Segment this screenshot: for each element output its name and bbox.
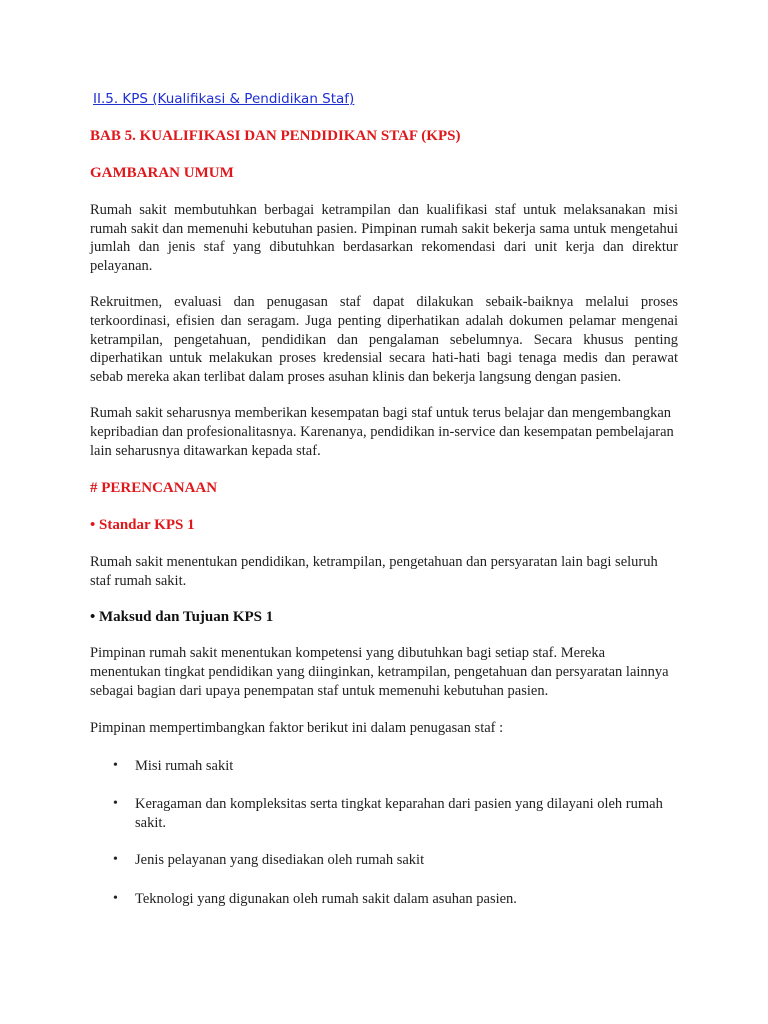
factors-intro: Pimpinan mempertimbangkan faktor berikut ini dalam penugasan staf :	[90, 720, 504, 737]
purpose-heading: • Maksud dan Tujuan KPS 1	[90, 609, 274, 626]
list-item	[90, 851, 678, 870]
bullet-icon: •	[113, 891, 118, 907]
standard-text: Rumah sakit menentukan pendidikan, ketrampilan, pengetahuan dan persyaratan lain bagi seluruh staf rumah sakit.	[90, 554, 658, 589]
toc-link[interactable]: II.5. KPS (Kualifikasi & Pendidikan Staf)	[93, 91, 355, 107]
factors-list	[90, 757, 678, 909]
list-item-text: Jenis pelayanan yang disediakan oleh rumah sakit	[135, 852, 425, 869]
overview-paragraph: Rumah sakit seharusnya memberikan kesempatan bagi staf untuk terus belajar dan mengembangkan kepribadian dan profesionalitasnya. Karenanya, pendidikan in-service dan kesempatan pembelajaran lain seharusnya ditawarkan kepada staf.	[90, 405, 674, 459]
list-item-text: Teknologi yang digunakan oleh rumah sakit dalam asuhan pasien.	[135, 891, 517, 908]
planning-heading: # PERENCANAAN	[90, 480, 218, 497]
standard-heading: • Standar KPS 1	[90, 517, 195, 534]
bullet-icon: •	[113, 796, 118, 812]
list-item	[90, 795, 678, 832]
bullet-icon: •	[113, 757, 118, 773]
list-item-text: Misi rumah sakit	[135, 757, 234, 774]
purpose-text: Pimpinan rumah sakit menentukan kompetensi yang dibutuhkan bagi setiap staf. Mereka menentukan tingkat pendidikan yang diinginkan, ketrampilan, pengetahuan dan persyaratan lainnya sebagai bagian dari upaya penempatan staf untuk memenuhi kebutuhan pasien.	[90, 645, 669, 699]
overview-paragraph: Rumah sakit membutuhkan berbagai ketrampilan dan kualifikasi staf untuk melaksanakan misi rumah sakit dan memenuhi kebutuhan pasien. Pimpinan rumah sakit bekerja sama untuk mengetahui jumlah dan jenis staf yang dibutuhkan berdasarkan rekomendasi dari unit kerja dan direktur pelayanan.	[90, 202, 678, 274]
overview-heading: GAMBARAN UMUM	[90, 165, 234, 181]
overview-paragraph: Rekruitmen, evaluasi dan penugasan staf dapat dilakukan sebaik-baiknya melalui proses terkoordinasi, efisien dan seragam. Juga penting diperhatikan adalah dokumen pelamar mengenai ketrampilan, pengetahuan, pendidikan dan pengalaman sebelumnya. Secara khusus penting diperhatikan untuk melakukan proses kredensial secara hati-hati bagi tenaga medis dan perawat sebab mereka akan terlibat dalam proses asuhan klinis dan bekerja langsung dengan pasien.	[90, 294, 678, 385]
list-item-text: Keragaman dan kompleksitas serta tingkat keparahan dari pasien yang dilayani oleh rumah sakit.	[135, 796, 663, 831]
list-item	[90, 890, 678, 909]
list-item	[90, 757, 678, 776]
chapter-title: BAB 5. KUALIFIKASI DAN PENDIDIKAN STAF (KPS)	[90, 128, 461, 144]
document-page	[90, 90, 678, 909]
bullet-icon: •	[113, 852, 118, 868]
